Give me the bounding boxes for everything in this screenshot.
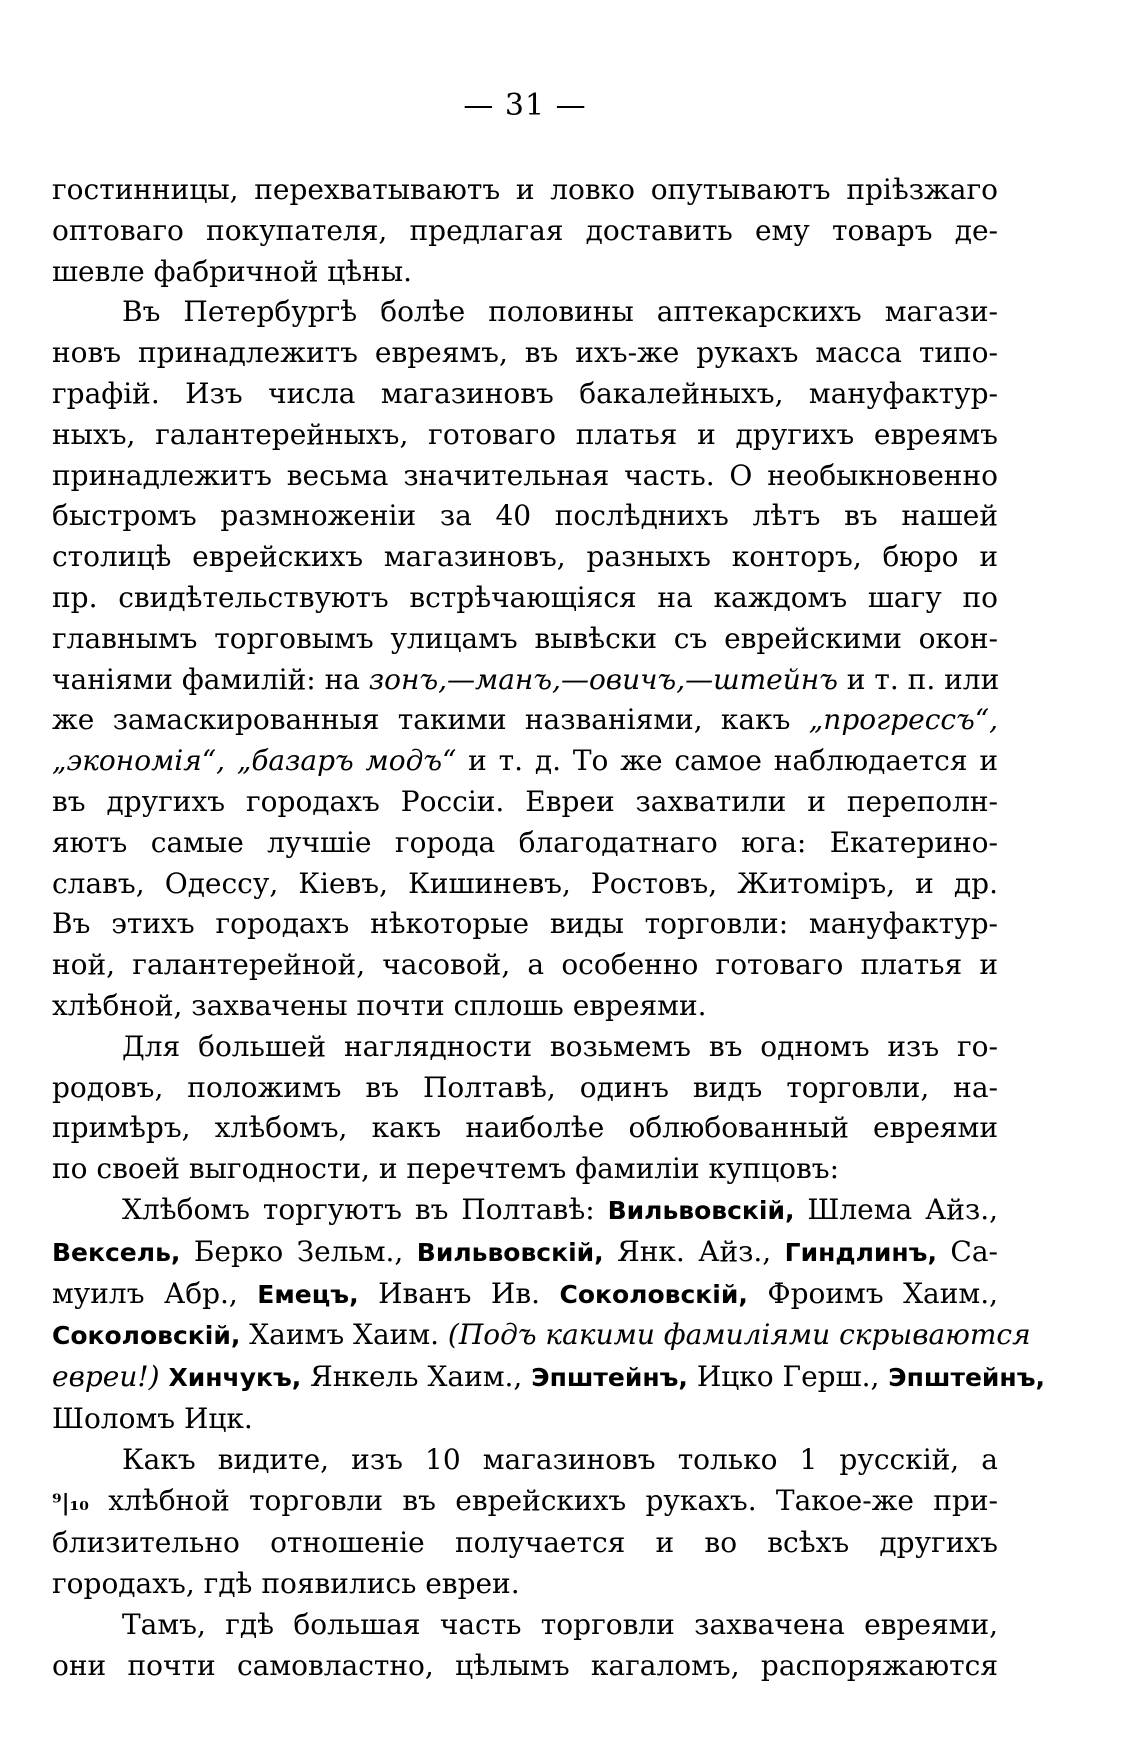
text-line: столицѣ еврейскихъ магазиновъ, разныхъ конторъ, бюро и: [52, 540, 998, 574]
text-line: [52, 660, 998, 701]
text-line: [52, 1315, 1031, 1357]
text-segment: Иванъ Ив.: [378, 1276, 541, 1310]
italic-remark: евреи!): [52, 1360, 160, 1394]
text-segment: Янк. Айз.,: [617, 1234, 772, 1268]
body-text: [52, 170, 1045, 1686]
text-segment: Хаимъ Хаим.: [249, 1318, 440, 1352]
text-segment: Са-: [950, 1234, 998, 1268]
italic-surname-endings: зонъ,—манъ,—овичъ,—штейнъ: [368, 662, 838, 696]
text-line: Тамъ, гдѣ большая часть торговли захвачена евреями,: [122, 1607, 998, 1641]
italic-remark: (Подъ какими фамиліями скрываются: [447, 1318, 1031, 1352]
text-line: [52, 1190, 998, 1232]
fraction: ⁹|₁₀: [52, 1489, 89, 1516]
text-segment: и т. п. или: [846, 662, 1000, 696]
bold-surname: Вильвовскій,: [416, 1237, 604, 1267]
text-line: Въ этихъ городахъ нѣкоторые виды торговли: мануфактур-: [52, 907, 998, 941]
text-line: оптоваго покупателя, предлагая доставить ему товаръ де-: [52, 213, 998, 247]
bold-surname: Соколовскій,: [52, 1321, 241, 1351]
text-line: [52, 1357, 1045, 1399]
text-line: [52, 1274, 998, 1316]
text-line: родовъ, положимъ въ Полтавѣ, одинъ видъ торговли, на-: [52, 1070, 998, 1104]
bold-surname: Хинчукъ,: [168, 1363, 302, 1393]
bold-surname: Эпштейнъ,: [888, 1363, 1045, 1393]
text-line: славъ, Одессу, Кіевъ, Кишиневъ, Ростовъ, Житоміръ, и др.: [52, 866, 998, 900]
text-line: [52, 1232, 998, 1274]
text-line: шевле фабричной цѣны.: [52, 254, 413, 288]
text-line: Въ Петербургѣ болѣе половины аптекарскихъ магази-: [122, 295, 998, 329]
text-line: яютъ самые лучшіе города благодатнаго юга: Екатерино-: [52, 825, 998, 859]
bold-surname: Вексель,: [52, 1237, 181, 1267]
text-segment: Янкель Хаим.,: [310, 1360, 523, 1394]
text-line: Для большей наглядности возьмемъ въ одномъ изъ го-: [122, 1029, 998, 1063]
text-line: городахъ, гдѣ появились евреи.: [52, 1567, 520, 1601]
text-line: въ другихъ городахъ Россіи. Евреи захватили и переполн-: [52, 784, 998, 818]
italic-shop-names: „экономія“, „базаръ модъ“: [52, 744, 457, 778]
text-line: хлѣбной, захвачены почти сплошь евреями.: [52, 988, 707, 1022]
text-line: примѣръ, хлѣбомъ, какъ наиболѣе облюбованный евреями: [52, 1111, 998, 1145]
text-line: они почти самовластно, цѣлымъ кагаломъ, распоряжаются: [52, 1648, 998, 1682]
text-line: новъ принадлежитъ евреямъ, въ ихъ-же рукахъ масса типо-: [52, 336, 998, 370]
text-line: [52, 741, 998, 782]
text-segment: чаніями фамилій: на: [52, 662, 360, 696]
text-segment: муилъ Абр.,: [52, 1276, 238, 1310]
text-line: Шоломъ Ицк.: [52, 1401, 253, 1435]
text-line: ныхъ, галантерейныхъ, готоваго платья и другихъ евреямъ: [52, 417, 998, 451]
italic-shop-name: „прогрессъ“,: [808, 703, 998, 737]
text-line: пр. свидѣтельствуютъ встрѣчающіяся на каждомъ шагу по: [52, 580, 998, 614]
text-segment: Хлѣбомъ торгуютъ въ Полтавѣ:: [122, 1192, 595, 1226]
bold-surname: Вильвовскій,: [607, 1195, 795, 1225]
text-line: по своей выгодности, и перечтемъ фамиліи купцовъ:: [52, 1152, 840, 1186]
text-segment: Шлема Айз.,: [807, 1192, 999, 1226]
text-segment: же замаскированныя такими названіями, какъ: [52, 703, 791, 737]
text-line: быстромъ размноженіи за 40 послѣднихъ лѣтъ въ нашей: [52, 499, 998, 533]
text-line: [52, 1481, 998, 1524]
text-line: главнымъ торговымъ улицамъ вывѣски съ еврейскими окон-: [52, 621, 998, 655]
text-segment: хлѣбной торговли въ еврейскихъ рукахъ. Такое-же при-: [108, 1483, 998, 1517]
text-line: принадлежитъ весьма значительная часть. О необыкновенно: [52, 458, 998, 492]
bold-surname: Емецъ,: [257, 1279, 359, 1309]
page-number: — 31 —: [463, 88, 587, 123]
text-line: Какъ видите, изъ 10 магазиновъ только 1 русскій, а: [122, 1442, 998, 1476]
text-line: гостинницы, перехватываютъ и ловко опутываютъ пріѣзжаго: [52, 173, 998, 206]
text-line: графій. Изъ числа магазиновъ бакалейныхъ, мануфактур-: [52, 376, 998, 410]
text-segment: Ицко Герш.,: [696, 1360, 880, 1394]
text-segment: Фроимъ Хаим.,: [767, 1276, 998, 1310]
text-segment: Берко Зельм.,: [193, 1234, 404, 1268]
bold-surname: Эпштейнъ,: [531, 1363, 688, 1393]
text-line: ной, галантерейной, часовой, а особенно готоваго платья и: [52, 948, 998, 982]
bold-surname: Гиндлинъ,: [784, 1237, 937, 1267]
text-line: [52, 700, 998, 741]
text-line: близительно отношеніе получается и во всѣхъ другихъ: [52, 1526, 998, 1560]
text-segment: и т. д. То же самое наблюдается и: [468, 744, 998, 778]
bold-surname: Соколовскій,: [559, 1279, 748, 1309]
